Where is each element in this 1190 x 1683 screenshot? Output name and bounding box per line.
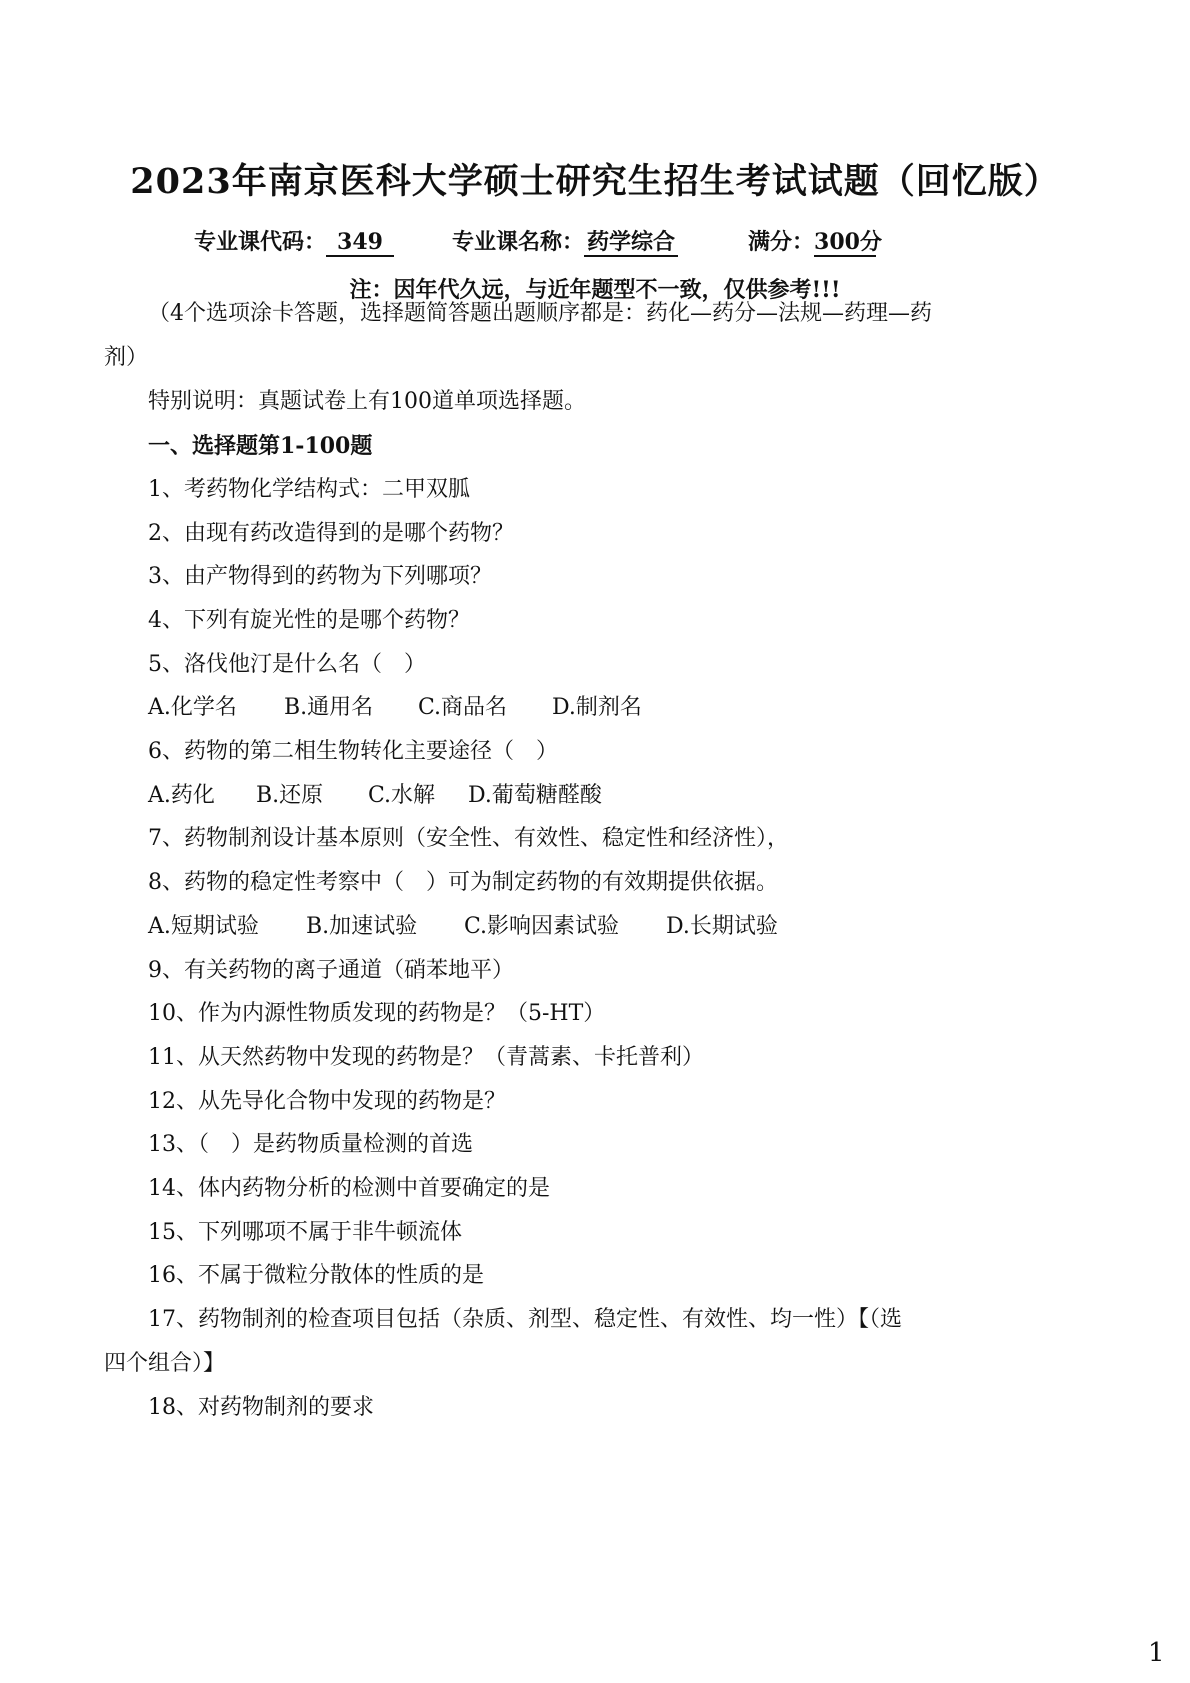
question-11: 11、从天然药物中发现的药物是？（青蒿素、卡托普利） [148, 1045, 704, 1070]
option-d: D.长期试验 [666, 914, 778, 939]
option-b: B.通用名 [284, 695, 374, 720]
course-code [194, 226, 394, 258]
option-c: C.水解 [368, 783, 436, 808]
special-note: 特别说明：真题试卷上有100道单项选择题。 [148, 389, 586, 414]
course-name [452, 226, 678, 258]
question-18: 18、对药物制剂的要求 [148, 1395, 374, 1420]
page-number: 1 [1148, 1638, 1165, 1668]
question-14: 14、体内药物分析的检测中首要确定的是 [148, 1176, 550, 1201]
question-5: 5、洛伐他汀是什么名（ ） [148, 652, 426, 677]
option-d: D.葡萄糖醛酸 [468, 783, 602, 808]
question-7: 7、药物制剂设计基本原则（安全性、有效性、稳定性和经济性）， [148, 826, 789, 851]
question-3: 3、由产物得到的药物为下列哪项？ [148, 564, 492, 589]
question-15: 15、下列哪项不属于非牛顿流体 [148, 1220, 462, 1245]
option-a: A.药化 [148, 783, 215, 808]
question-1: 1、考药物化学结构式：二甲双胍 [148, 477, 470, 502]
course-code-value: 349 [326, 229, 394, 257]
intro-line-1: （4个选项涂卡答题，选择题简答题出题顺序都是：药化—药分—法规—药理—药 [148, 301, 932, 326]
course-code-label: 专业课代码： [194, 229, 327, 255]
option-c: C.影响因素试验 [464, 914, 620, 939]
question-6: 6、药物的第二相生物转化主要途径（ ） [148, 739, 558, 764]
full-score-label: 满分： [748, 229, 815, 255]
option-a: A.化学名 [148, 695, 237, 720]
question-4: 4、下列有旋光性的是哪个药物？ [148, 608, 470, 633]
question-17-continued: 四个组合）】 [104, 1351, 226, 1376]
full-score-value: 300分 [814, 229, 882, 255]
option-b: B.还原 [256, 783, 324, 808]
option-a: A.短期试验 [148, 914, 259, 939]
question-12: 12、从先导化合物中发现的药物是？ [148, 1089, 506, 1114]
exam-note: 注：因年代久远，与近年题型不一致，仅供参考!!! [349, 277, 841, 303]
option-d: D.制剂名 [552, 695, 642, 720]
question-9: 9、有关药物的离子通道（硝苯地平） [148, 958, 514, 983]
course-name-label: 专业课名称： [452, 229, 585, 255]
question-10: 10、作为内源性物质发现的药物是？（5-HT） [148, 1001, 606, 1026]
section-title: 一、选择题第1-100题 [148, 433, 373, 459]
course-name-value: 药学综合 [584, 229, 678, 257]
full-score [748, 226, 882, 258]
question-13: 13、（ ）是药物质量检测的首选 [148, 1132, 473, 1157]
question-16: 16、不属于微粒分散体的性质的是 [148, 1263, 484, 1288]
option-b: B.加速试验 [306, 914, 418, 939]
question-17: 17、药物制剂的检查项目包括（杂质、剂型、稳定性、有效性、均一性）【（选 [148, 1307, 902, 1332]
option-c: C.商品名 [418, 695, 508, 720]
question-8: 8、药物的稳定性考察中（ ）可为制定药物的有效期提供依据。 [148, 870, 778, 895]
question-2: 2、由现有药改造得到的是哪个药物？ [148, 521, 514, 546]
intro-line-2: 剂） [104, 345, 149, 370]
exam-title: 2023年南京医科大学硕士研究生招生考试试题（回忆版） [130, 161, 1060, 202]
